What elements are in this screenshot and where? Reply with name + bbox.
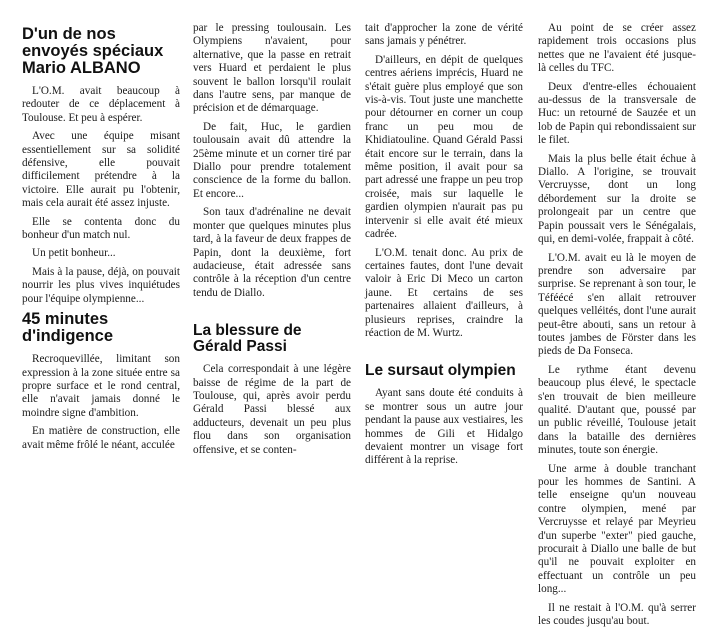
article-column-4 [538, 22, 696, 633]
section-heading: La blessure de Gérald Passi [193, 322, 302, 356]
article-paragraph: L'O.M. tenait donc. Au prix de certaines fautes, dont l'une devait valoir à Eric Di Meco un carton jaune. Et certains de ses partenaires allaient d'ailleurs, à plusieurs reprises, craindre la réaction de M. Wurtz. [365, 246, 523, 339]
section-heading: 45 minutes d'indigence [22, 310, 114, 346]
article-paragraph: Mais à la pause, déjà, on pouvait nourrir les plus vives inquiétudes pour l'équipe olympienne... [22, 265, 180, 305]
article-paragraph: De fait, Huc, le gardien toulousain avait dû attendre la 25ème minute et un corner tiré par Diallo pour prendre totalement conscience de la forme du ballon. Et encore... [193, 120, 351, 200]
article-paragraph: Recroquevillée, limitant son expression à la zone située entre sa propre surface et le rond central, elle n'avait jamais donné le moindre signe d'ambition. [22, 353, 180, 419]
byline-heading: D'un de nos envoyés spéciaux Mario ALBANO [22, 25, 164, 77]
article-paragraph: Une arme à double tranchant pour les hommes de Santini. A telle enseigne qu'un nouveau contre olympien, mené par Vercruysse et relayé par Meyrieu d'un superbe "exter" pied gauche, procurait à Diallo une balle de but qu'il ne pouvait exploiter en effectuant un contrôle un peu long... [538, 462, 696, 596]
article-paragraph: D'ailleurs, en dépit de quelques centres aériens imprécis, Huard ne s'était guère plus employé que son vis-à-vis. Tout juste une manchette pour détourner en corner un coup franc un peu mou de Khidiatouline. Quand Gérald Passi était encore sur le terrain, dans la même position, il avait pour sa part adressé une frappe un peu trop croisée, mais sur laquelle le gardien olympien n'aurait pas pu intervenir si elle avait été mieux cadrée. [365, 53, 523, 241]
article-paragraph: Il ne restait à l'O.M. qu'à serrer les coudes jusqu'au bout. [538, 601, 696, 628]
article-column-2 [193, 22, 351, 462]
article-paragraph: Elle se contenta donc du bonheur d'un match nul. [22, 215, 180, 242]
article-paragraph: Au point de se créer assez rapidement trois occasions plus nettes que ne l'avaient été jusque-là celles du TFC. [538, 22, 696, 75]
article-paragraph: L'O.M. avait eu là le moyen de prendre son adversaire par surprise. Se reprenant à son tour, le Téféécé s'en allait retrouver quelques velléités, dont l'une aurait peut-être abouti, sans un retour à toutes jambes de Förster dans les pieds de Da Fonseca. [538, 251, 696, 358]
article-paragraph: par le pressing toulousain. Les Olympiens n'avaient, pour alternative, que la passe en retrait vers Huard et perdaient le plus souvent le ballon lorsqu'il roulait dans l'autre sens, par manque de précision et de démarquage. [193, 22, 351, 115]
article-paragraph: Deux d'entre-elles échouaient au-dessus de la transversale de Huc: un retourné de Sauzée et un lob de Papin qui rebondissaient sur le filet. [538, 80, 696, 147]
article-paragraph: tait d'approcher la zone de vérité sans jamais y pénétrer. [365, 22, 523, 48]
article-column-3 [365, 22, 523, 473]
article-paragraph: Son taux d'adrénaline ne devait monter que quelques minutes plus tard, à la faveur de deux frappes de Papin, dont la deuxième, fort audacieuse, était adressée sans contrôle à la réception d'un centre tendu de Diallo. [193, 206, 351, 299]
article-paragraph: Avec une équipe misant essentiellement sur sa solidité défensive, elle pouvait difficilement prétendre à la victoire. Elle aurait pu l'obtenir, mais cela aurait été assez injuste. [22, 130, 180, 210]
article-paragraph: L'O.M. avait beaucoup à redouter de ce déplacement à Toulouse. Et peu à espérer. [22, 85, 180, 124]
article-paragraph: Un petit bonheur... [32, 247, 116, 260]
article-paragraph: Mais la plus belle était échue à Diallo. A l'origine, se trouvait Vercruysse, dont un long débordement sur la droite se prolongeait par un centre que Papin poussait vers le Sénégalais, qui, en demi-volée, frappait à côté. [538, 152, 696, 246]
article-paragraph: Le rythme étant devenu beaucoup plus élevé, le spectacle s'en trouvait de bien meilleure qualité. D'autant que, poussé par un public réveillé, Toulouse jetait dans la bataille des dernières minutes, toute son énergie. [538, 363, 696, 457]
article-paragraph: Cela correspondait à une légère baisse de régime de la part de Toulouse, qui, après avoir perdu Gérald Passi blessé aux adducteurs, devenait un peu plus flou dans son organisation offensive, et se conten- [193, 363, 351, 456]
section-heading: Le sursaut olympien [365, 362, 516, 380]
article-paragraph: Ayant sans doute été conduits à se montrer sous un autre jour pendant la pause aux vestiaires, les hommes de Gili et Hidalgo devaient montrer un visage fort différent à la reprise. [365, 387, 523, 467]
article-paragraph: En matière de construction, elle avait même frôlé le néant, acculée [22, 425, 180, 451]
article-column-1 [22, 22, 180, 457]
